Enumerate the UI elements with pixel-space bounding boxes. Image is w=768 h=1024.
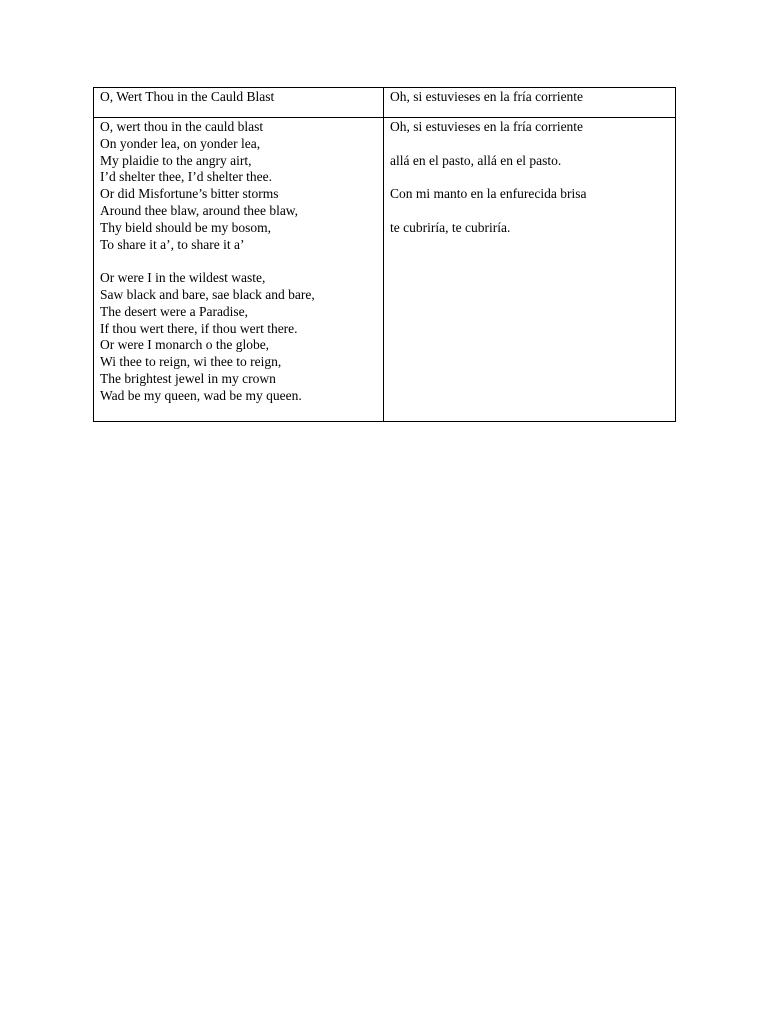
table-body-row <box>94 118 676 422</box>
poem-line: The brightest jewel in my crown <box>100 370 276 386</box>
spanish-title: Oh, si estuvieses en la fría corriente <box>390 89 584 104</box>
poem-line: Saw black and bare, sae black and bare, <box>100 286 315 302</box>
poem-line: Thy bield should be my bosom, <box>100 219 271 235</box>
translation-line: Con mi manto en la enfurecida brisa <box>390 186 587 202</box>
translation-line: te cubriría, te cubriría. <box>390 219 511 235</box>
poem-line: Or were I in the wildest waste, <box>100 270 266 286</box>
poem-line: My plaidie to the angry airt, <box>100 152 252 168</box>
poem-line: I’d shelter thee, I’d shelter thee. <box>100 169 273 185</box>
poem-line: Or did Misfortune’s bitter storms <box>100 186 279 202</box>
poem-line: On yonder lea, on yonder lea, <box>100 135 261 151</box>
poem-line: Wad be my queen, wad be my queen. <box>100 387 302 403</box>
english-title-cell <box>94 88 384 118</box>
translation-line: allá en el pasto, allá en el pasto. <box>390 152 562 168</box>
poem-line: Wi thee to reign, wi thee to reign, <box>100 354 282 370</box>
poem-line: To share it a’, to share it a’ <box>100 236 245 252</box>
poem-line: The desert were a Paradise, <box>100 303 249 319</box>
poem-line: Around thee blaw, around thee blaw, <box>100 202 299 218</box>
translation-line: Oh, si estuvieses en la fría corriente <box>390 119 584 134</box>
poem-line: O, wert thou in the cauld blast <box>100 119 264 134</box>
english-stanza-2 <box>100 270 377 404</box>
english-poem-cell <box>94 118 384 422</box>
english-title: O, Wert Thou in the Cauld Blast <box>100 89 275 104</box>
poem-line: Or were I monarch o the globe, <box>100 337 270 353</box>
spanish-translation-cell <box>384 118 676 422</box>
table-header-row <box>94 88 676 118</box>
translation-table <box>93 87 676 422</box>
english-stanza-1 <box>100 119 377 253</box>
poem-line: If thou wert there, if thou wert there. <box>100 320 298 336</box>
spanish-title-cell <box>384 88 676 118</box>
